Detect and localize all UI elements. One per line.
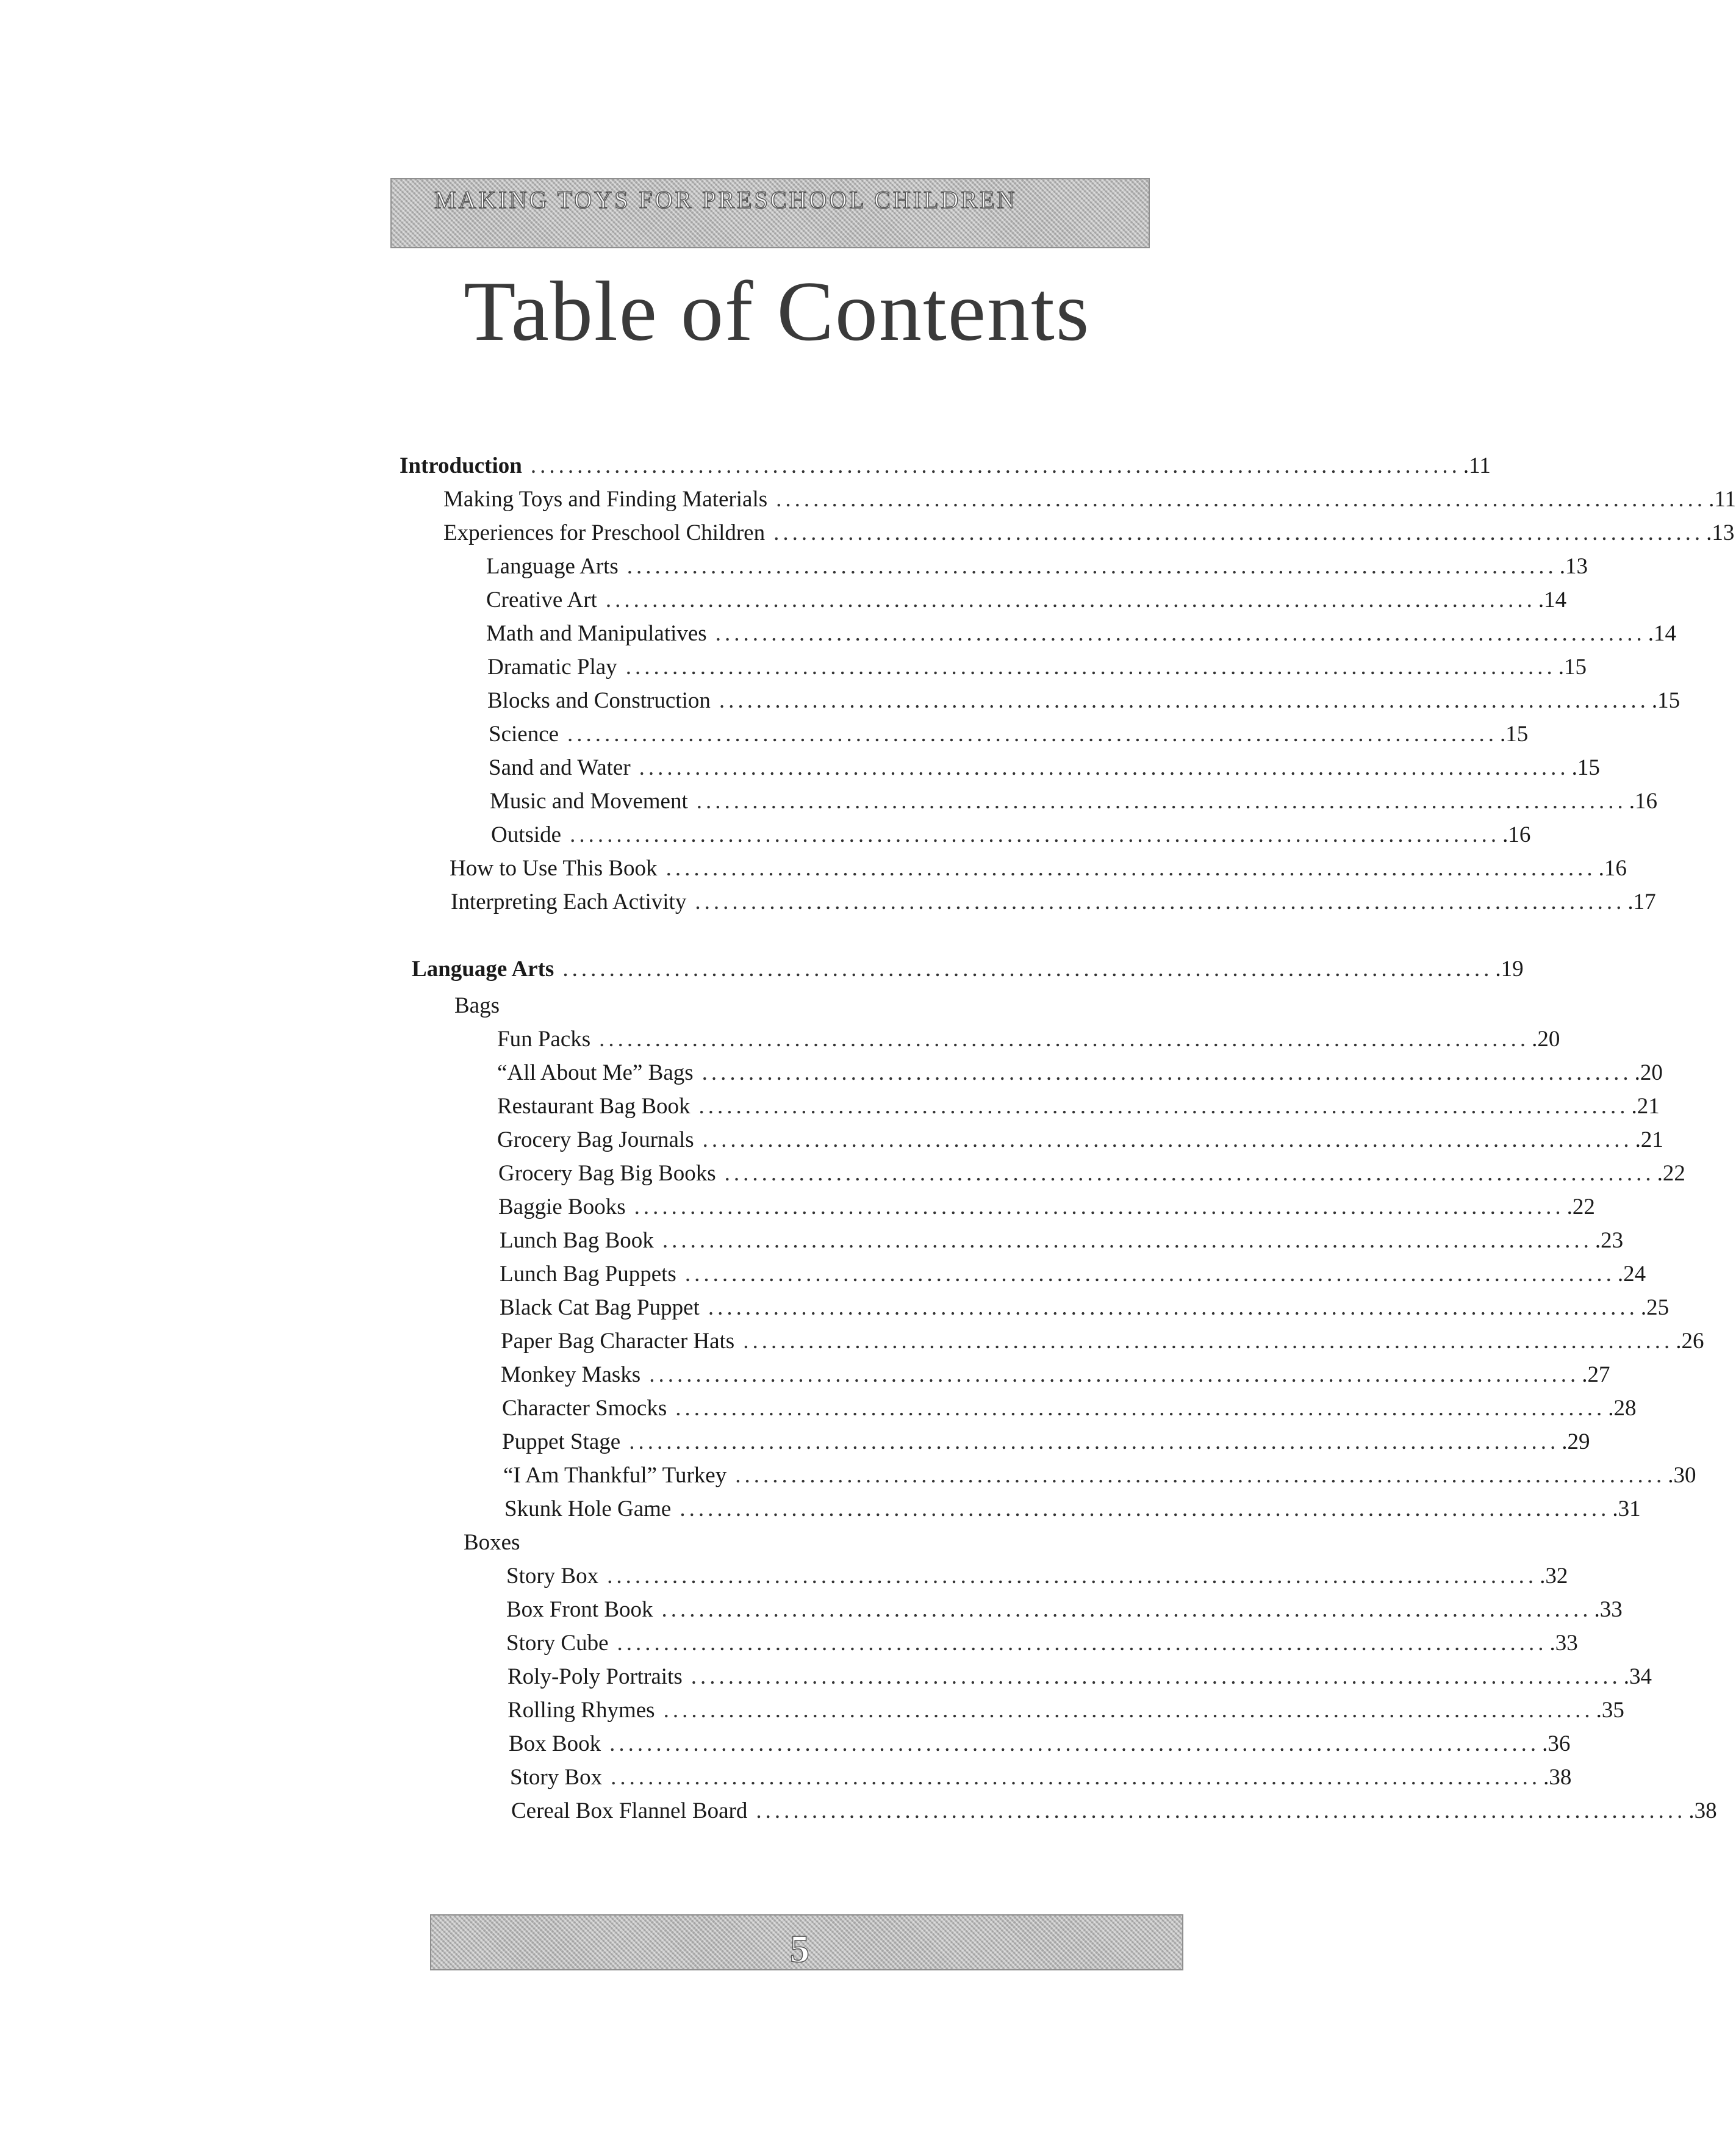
toc-entry-grocery-big-books[interactable] [498, 1159, 1685, 1188]
toc-page: .14 [1538, 587, 1567, 612]
toc-entry-skunk-hole[interactable] [504, 1495, 1641, 1524]
toc-leader: .................................................................................................... [611, 1765, 1541, 1790]
toc-leader: .................................................................................................... [663, 1698, 1594, 1723]
toc-page: .32 [1540, 1564, 1568, 1589]
toc-page: .13 [1559, 554, 1588, 579]
toc-label: Sand and Water [489, 755, 631, 780]
toc-leader: .................................................................................................... [702, 1127, 1633, 1152]
toc-leader: .................................................................................................... [662, 1228, 1593, 1253]
toc-label: Story Cube [506, 1631, 609, 1656]
toc-page: .35 [1596, 1698, 1624, 1723]
toc-entry-fun-packs[interactable] [497, 1025, 1560, 1054]
toc-entry-how-to-use[interactable] [450, 854, 1627, 883]
toc-leader: .................................................................................................... [735, 1463, 1666, 1488]
toc-label: Paper Bag Character Hats [501, 1329, 735, 1354]
toc-page: .16 [1502, 822, 1531, 847]
toc-subheading-bags: Bags [454, 993, 500, 1018]
toc-leader: .................................................................................................... [708, 1295, 1638, 1320]
toc-leader: .................................................................................................... [724, 1161, 1655, 1186]
toc-label: Outside [491, 822, 562, 847]
page-number: 5 [790, 1927, 809, 1970]
toc-label: Grocery Bag Big Books [498, 1161, 716, 1186]
toc-page: .27 [1582, 1362, 1610, 1387]
toc-leader: .................................................................................................... [617, 1631, 1548, 1656]
toc-label: Fun Packs [497, 1027, 591, 1052]
toc-entry-box-book[interactable] [509, 1729, 1571, 1759]
toc-leader: .................................................................................................... [695, 889, 1626, 914]
toc-leader: .................................................................................................... [607, 1564, 1538, 1589]
toc-entry-story-box-1[interactable] [506, 1562, 1568, 1591]
toc-page: .20 [1532, 1027, 1560, 1052]
toc-page: .16 [1598, 856, 1627, 881]
toc-label: Blocks and Construction [487, 688, 711, 713]
toc-page: .11 [1709, 487, 1736, 512]
toc-page: .21 [1631, 1094, 1660, 1119]
toc-leader: .................................................................................................... [675, 1396, 1606, 1421]
toc-label: Making Toys and Finding Materials [443, 487, 768, 512]
toc-leader: .................................................................................................... [661, 1597, 1592, 1622]
toc-leader: .................................................................................................... [776, 487, 1707, 512]
banner-title: MAKING TOYS FOR PRESCHOOL CHILDREN [434, 186, 1017, 214]
toc-label: Experiences for Preschool Children [443, 520, 766, 545]
toc-page: .26 [1676, 1329, 1704, 1354]
toc-entry-math[interactable] [486, 619, 1676, 648]
toc-page: .38 [1543, 1765, 1572, 1790]
toc-page: .15 [1558, 655, 1587, 680]
toc-leader: .................................................................................................... [634, 1194, 1565, 1219]
toc-label: Skunk Hole Game [504, 1496, 672, 1521]
toc-leader: .................................................................................................... [773, 520, 1704, 545]
toc-entry-puppet-stage[interactable] [502, 1427, 1590, 1457]
toc-leader: .................................................................................................... [698, 1094, 1629, 1119]
toc-page: .34 [1623, 1664, 1652, 1689]
toc-leader: .................................................................................................... [680, 1496, 1610, 1521]
toc-label: Restaurant Bag Book [497, 1094, 690, 1119]
toc-entry-creative-art[interactable] [486, 586, 1567, 615]
toc-leader: .................................................................................................... [570, 822, 1501, 847]
toc-label: Roly-Poly Portraits [508, 1664, 683, 1689]
toc-page: .24 [1617, 1262, 1646, 1287]
toc-label: Box Book [509, 1731, 601, 1756]
toc-page: .13 [1706, 520, 1735, 545]
toc-entry-science[interactable] [489, 720, 1529, 749]
toc-page: .30 [1668, 1463, 1696, 1488]
toc-leader: .................................................................................................... [701, 1060, 1632, 1085]
toc-leader: .................................................................................................... [756, 1798, 1687, 1823]
toc-page: .36 [1542, 1731, 1571, 1756]
toc-leader: .................................................................................................... [609, 1731, 1540, 1756]
toc-label: Introduction [400, 453, 522, 478]
toc-leader: .................................................................................................... [639, 755, 1569, 780]
toc-page: .19 [1495, 957, 1524, 982]
toc-leader: .................................................................................................... [562, 957, 1493, 982]
toc-leader: .................................................................................................... [605, 587, 1536, 612]
toc-page: .29 [1562, 1429, 1590, 1454]
toc-label: Character Smocks [502, 1396, 667, 1421]
toc-page: .11 [1463, 453, 1491, 478]
toc-page: .31 [1612, 1496, 1641, 1521]
toc-entry-all-about-me[interactable] [497, 1058, 1663, 1088]
toc-label: Box Front Book [506, 1597, 653, 1622]
toc-entry-language-arts[interactable] [412, 955, 1524, 984]
toc-entry-cereal-box[interactable] [511, 1797, 1717, 1826]
toc-page: .22 [1566, 1194, 1595, 1219]
toc-label: Lunch Bag Book [500, 1228, 654, 1253]
toc-page: .15 [1651, 688, 1680, 713]
toc-entry-monkey-masks[interactable] [501, 1360, 1610, 1390]
toc-leader: .................................................................................................... [629, 1429, 1560, 1454]
header-banner [390, 178, 1150, 248]
toc-entry-grocery-journals[interactable] [497, 1126, 1663, 1155]
toc-leader: .................................................................................................... [626, 554, 1557, 579]
toc-leader: .................................................................................................... [530, 453, 1461, 478]
toc-subheading-boxes: Boxes [464, 1530, 520, 1555]
toc-label: How to Use This Book [450, 856, 658, 881]
toc-label: Story Box [510, 1765, 603, 1790]
toc-label: Cereal Box Flannel Board [511, 1798, 748, 1823]
toc-entry-box-front-book[interactable] [506, 1595, 1623, 1625]
toc-label: Baggie Books [498, 1194, 626, 1219]
toc-page: .25 [1640, 1295, 1670, 1320]
toc-entry-story-box-2[interactable] [510, 1763, 1572, 1792]
toc-label: Rolling Rhymes [508, 1698, 655, 1723]
toc-entry-lunch-bag-puppets[interactable] [500, 1260, 1646, 1289]
toc-leader: .................................................................................................... [567, 722, 1498, 747]
toc-label: Dramatic Play [487, 655, 617, 680]
toc-page: .33 [1549, 1631, 1578, 1656]
toc-leader: .................................................................................................... [665, 856, 1596, 881]
toc-leader: .................................................................................................... [625, 655, 1556, 680]
toc-label: Creative Art [486, 587, 597, 612]
toc-page: .15 [1571, 755, 1600, 780]
toc-leader: .................................................................................................... [690, 1664, 1621, 1689]
toc-page: .21 [1635, 1127, 1663, 1152]
toc-leader: .................................................................................................... [599, 1027, 1530, 1052]
toc-entry-rolling-rhymes[interactable] [508, 1696, 1624, 1725]
toc-label: Grocery Bag Journals [497, 1127, 694, 1152]
toc-leader: .................................................................................................... [743, 1329, 1674, 1354]
toc-entry-dramatic-play[interactable] [487, 653, 1587, 682]
toc-page: .16 [1629, 789, 1657, 814]
toc-entry-language-arts-sub[interactable] [486, 552, 1588, 581]
toc-label: Interpreting Each Activity [451, 889, 687, 914]
toc-leader: .................................................................................................... [715, 621, 1646, 646]
toc-entry-character-hats[interactable] [501, 1327, 1704, 1356]
toc-entry-interpreting[interactable] [451, 888, 1656, 917]
toc-page: .33 [1594, 1597, 1623, 1622]
toc-page: .22 [1657, 1161, 1685, 1186]
toc-entry-outside[interactable] [491, 820, 1531, 850]
toc-label: Language Arts [486, 554, 619, 579]
toc-entry-roly-poly[interactable] [508, 1662, 1652, 1692]
page-title: Table of Contents [464, 264, 1091, 359]
toc-label: Music and Movement [490, 789, 688, 814]
toc-entry-thankful-turkey[interactable] [503, 1461, 1696, 1490]
toc-leader: .................................................................................................... [696, 789, 1627, 814]
toc-page: .14 [1648, 621, 1676, 646]
toc-entry-character-smocks[interactable] [502, 1394, 1637, 1423]
toc-entry-sand-water[interactable] [489, 753, 1600, 783]
toc-label: Black Cat Bag Puppet [500, 1295, 700, 1320]
toc-leader: .................................................................................................... [719, 688, 1649, 713]
toc-entry-restaurant-bag[interactable] [497, 1092, 1660, 1121]
toc-label: Story Box [506, 1564, 599, 1589]
toc-label: “All About Me” Bags [497, 1060, 694, 1085]
toc-label: “I Am Thankful” Turkey [503, 1463, 727, 1488]
toc-leader: .................................................................................................... [649, 1362, 1580, 1387]
toc-page: .20 [1634, 1060, 1663, 1085]
toc-label: Science [489, 722, 559, 747]
toc-entry-experiences[interactable] [443, 519, 1735, 548]
toc-page: .23 [1594, 1228, 1624, 1253]
toc-entry-music[interactable] [490, 787, 1657, 816]
toc-leader: .................................................................................................... [684, 1262, 1615, 1287]
toc-entry-story-cube[interactable] [506, 1629, 1578, 1658]
toc-page: .15 [1500, 722, 1529, 747]
toc-entry-baggie-books[interactable] [498, 1193, 1595, 1222]
toc-page: .38 [1688, 1798, 1717, 1823]
toc-entry-lunch-bag-book[interactable] [500, 1226, 1624, 1255]
footer-banner [430, 1914, 1183, 1970]
toc-label: Language Arts [412, 957, 554, 982]
toc-label: Math and Manipulatives [486, 621, 707, 646]
toc-label: Monkey Masks [501, 1362, 641, 1387]
toc-entry-black-cat[interactable] [500, 1293, 1670, 1323]
toc-entry-making-toys[interactable] [443, 485, 1736, 514]
toc-entry-blocks[interactable] [487, 686, 1680, 716]
toc-page: .28 [1608, 1396, 1637, 1421]
toc-label: Puppet Stage [502, 1429, 621, 1454]
toc-entry-introduction[interactable] [400, 451, 1491, 481]
toc-label: Lunch Bag Puppets [500, 1262, 676, 1287]
toc-page: .17 [1627, 889, 1656, 914]
